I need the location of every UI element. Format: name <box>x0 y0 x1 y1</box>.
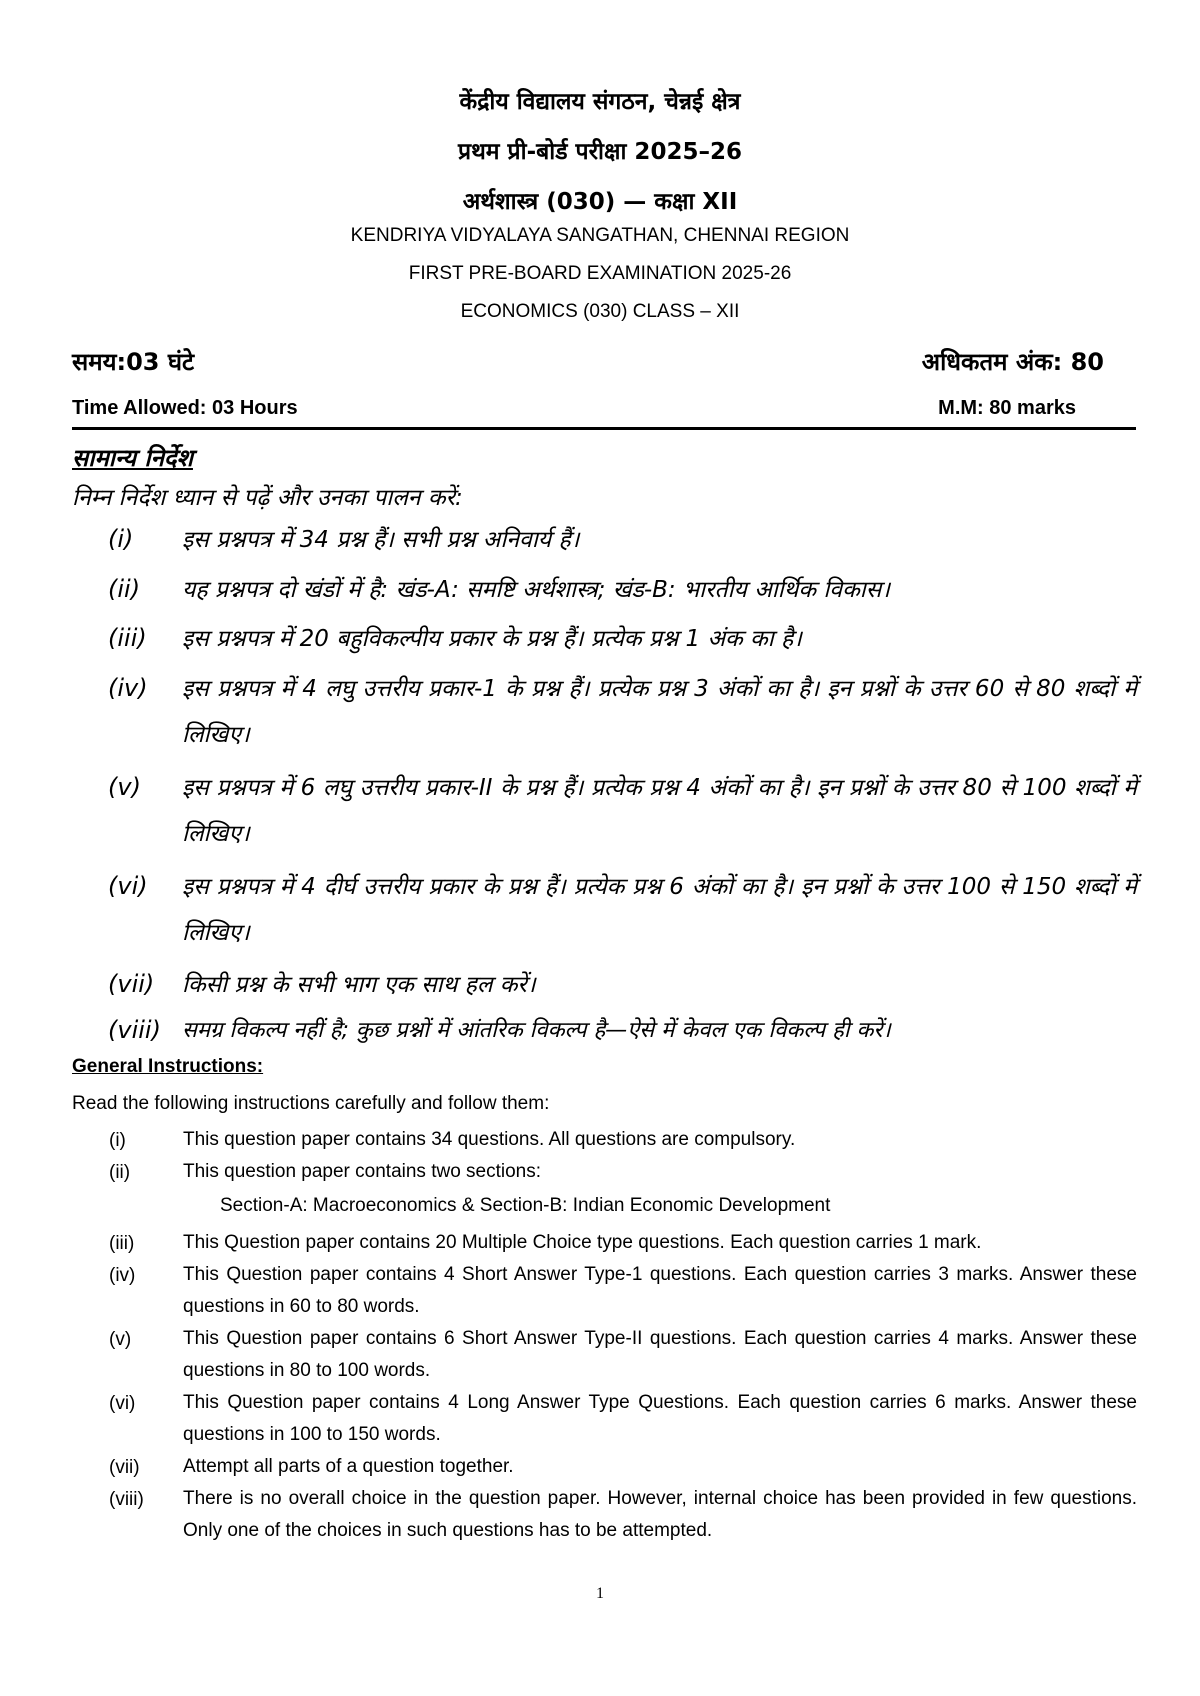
hindi-item-number: (iv) <box>108 674 148 702</box>
hindi-item-number: (vii) <box>108 970 155 998</box>
english-item-number: (ii) <box>109 1162 131 1183</box>
hindi-item-number: (i) <box>108 525 134 553</box>
hindi-item-text: समग्र विकल्प नहीं है; कुछ प्रश्नों में आंतरिक विकल्प है—ऐसे में केवल एक विकल्प ही करें। <box>182 1018 891 1043</box>
english-item-number: (i) <box>109 1130 126 1151</box>
english-item-number: (viii) <box>109 1489 144 1510</box>
header-divider <box>72 427 1136 430</box>
english-org-title: KENDRIYA VIDYALAYA SANGATHAN, CHENNAI REGION <box>350 225 850 246</box>
hindi-item-number: (iii) <box>108 624 147 652</box>
english-item-number: (vii) <box>109 1457 140 1478</box>
english-item-text: Attempt all parts of a question together. <box>183 1456 514 1477</box>
english-item-text: There is no overall choice in the question paper. However, internal choice has been provided in few questions. Only one of the choices in such questions has to be attempted. <box>183 1488 1137 1541</box>
hindi-item-text: इस प्रश्नपत्र में 34 प्रश्न हैं। सभी प्रश्न अनिवार्य हैं। <box>182 527 580 553</box>
page-number: 1 <box>596 1585 604 1602</box>
english-item-text: This Question paper contains 4 Long Answer Type Questions. Each question carries 6 marks. Answer these questions in 100 to 150 words. <box>183 1392 1137 1445</box>
hindi-item-number: (ii) <box>108 575 141 603</box>
english-time-allowed: Time Allowed: 03 Hours <box>72 397 298 419</box>
hindi-max-marks: अधिकतम अंक: 80 <box>921 348 1104 376</box>
english-item-text: This question paper contains 34 questions. All questions are compulsory. <box>183 1129 796 1150</box>
english-item-text: This Question paper contains 20 Multiple Choice type questions. Each question carries 1 mark. <box>183 1232 982 1253</box>
hindi-item-number: (vi) <box>108 872 148 900</box>
hindi-exam-title: प्रथम प्री-बोर्ड परीक्षा 2025–26 <box>458 139 742 165</box>
english-subject-title: ECONOMICS (030) CLASS – XII <box>460 301 740 322</box>
hindi-item-text: किसी प्रश्न के सभी भाग एक साथ हल करें। <box>182 972 536 998</box>
hindi-item-text: इस प्रश्नपत्र में 20 बहुविकल्पीय प्रकार के प्रश्न हैं। प्रत्येक प्रश्न 1 अंक का है। <box>182 626 802 652</box>
hindi-item-text: इस प्रश्नपत्र में 4 लघु उत्तरीय प्रकार-1 के प्रश्न हैं। प्रत्येक प्रश्न 3 अंकों का है। इन प्रश्नों के उत्तर 60 से 80 शब्दों में लिखिए। <box>182 676 1137 748</box>
hindi-item-number: (viii) <box>108 1016 161 1044</box>
english-max-marks: M.M: 80 marks <box>938 397 1076 419</box>
hindi-item-text: इस प्रश्नपत्र में 6 लघु उत्तरीय प्रकार-II के प्रश्न हैं। प्रत्येक प्रश्न 4 अंकों का है। इन प्रश्नों के उत्तर 80 से 100 शब्दों में लिखिए। <box>182 775 1137 847</box>
english-item-number: (iv) <box>109 1265 136 1286</box>
english-instructions-intro: Read the following instructions carefully and follow them: <box>72 1093 550 1114</box>
english-item-number: (vi) <box>109 1393 136 1414</box>
hindi-subject-title: अर्थशास्त्र (030) — कक्षा XII <box>462 189 738 215</box>
hindi-item-number: (v) <box>108 773 141 801</box>
hindi-instructions-intro: निम्न निर्देश ध्यान से पढ़ें और उनका पालन करें: <box>72 485 463 511</box>
english-item-subtext: Section-A: Macroeconomics & Section-B: Indian Economic Development <box>220 1195 831 1216</box>
english-item-text: This Question paper contains 4 Short Answer Type-1 questions. Each question carries 3 marks. Answer these questions in 60 to 80 words. <box>183 1264 1137 1317</box>
english-item-text: This question paper contains two sections: <box>183 1161 542 1182</box>
hindi-org-title: केंद्रीय विद्यालय संगठन, चेन्नई क्षेत्र <box>459 89 741 115</box>
english-item-number: (iii) <box>109 1233 135 1254</box>
hindi-item-text: इस प्रश्नपत्र में 4 दीर्घ उत्तरीय प्रकार के प्रश्न हैं। प्रत्येक प्रश्न 6 अंकों का है। इन प्रश्नों के उत्तर 100 से 150 शब्दों में लिखिए। <box>182 874 1137 946</box>
hindi-item-text: यह प्रश्नपत्र दो खंडों में है: खंड-A: समष्टि अर्थशास्त्र; खंड-B: भारतीय आर्थिक विकास। <box>182 577 890 603</box>
english-item-text: This Question paper contains 6 Short Answer Type-II questions. Each question carries 4 marks. Answer these questions in 80 to 100 words. <box>183 1328 1137 1381</box>
english-exam-title: FIRST PRE-BOARD EXAMINATION 2025-26 <box>408 263 792 284</box>
hindi-time-allowed: समय:03 घंटे <box>72 348 195 376</box>
hindi-instructions-heading: सामान्य निर्देश <box>72 444 193 472</box>
english-item-number: (v) <box>109 1329 132 1350</box>
english-instructions-heading: General Instructions: <box>72 1056 264 1077</box>
